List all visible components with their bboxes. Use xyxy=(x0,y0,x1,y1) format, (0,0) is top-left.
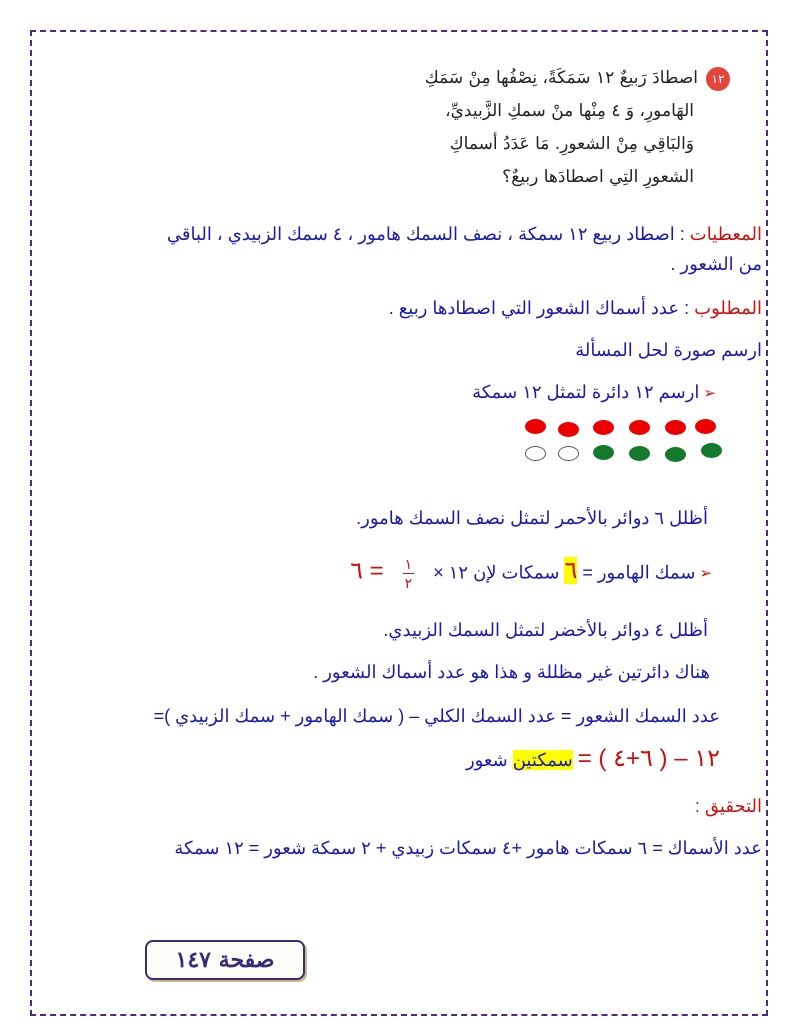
hamour-answer-highlight: ٦ xyxy=(564,557,578,585)
circle-red xyxy=(593,420,614,435)
given-text: : اصطاد ربيع ١٢ سمكة ، نصف السمك هامور ، ٤ سمك الزبيدي ، الباقي xyxy=(166,224,685,244)
circle-green xyxy=(593,445,614,460)
circle-red xyxy=(558,422,579,437)
equation-line: عدد السمك الشعور = عدد السمك الكلي – ( سمك الهامور + سمك الزبيدي )= xyxy=(153,706,720,726)
shade-green-line: أظلل ٤ دوائر بالأخضر لتمثل السمك الزبيدي. xyxy=(383,620,708,640)
draw-heading: ارسم صورة لحل المسألة xyxy=(575,340,762,360)
given-label: المعطيات xyxy=(689,224,762,244)
page-number: ١٤٧ xyxy=(175,947,211,973)
hamour-equation: ➢سمك الهامور = ٦ سمكات لإن ١٢ × ١ ٢ = ٦ xyxy=(350,556,712,591)
question-number-badge: ١٢ xyxy=(706,67,730,91)
shade-red-line: أظلل ٦ دوائر بالأحمر لتمثل نصف السمك هامور. xyxy=(356,508,708,528)
required-label: المطلوب xyxy=(694,298,762,318)
circle-red xyxy=(525,419,546,434)
result-highlight: سمكتين xyxy=(512,750,573,770)
circle-empty xyxy=(558,446,579,461)
circle-green xyxy=(629,446,650,461)
circle-red xyxy=(665,420,686,435)
problem-line-3: وَالبَاقِي مِنْ الشعورِ. مَا عَدَدُ أسماكِ xyxy=(449,134,694,154)
circle-red xyxy=(695,419,716,434)
required-line xyxy=(42,298,762,319)
page-number-box xyxy=(145,940,305,980)
circle-red xyxy=(629,420,650,435)
problem-line-2: الهَامورِ، وَ ٤ مِنْها منْ سمكِ الزَّبيديِّ، xyxy=(445,101,694,121)
problem-line-1: ١٢اصطادَ رَبيعٌ ١٢ سَمَكَةً، نِصْفُها مِنْ سَمَكِ xyxy=(210,62,730,95)
verify-text: عدد الأسماك = ٦ سمكات هامور +٤ سمكات زبيدي + ٢ سمكة شعور = ١٢ سمكة xyxy=(174,838,762,858)
arrow-bullet-icon: ➢ xyxy=(699,565,712,583)
step-draw-circles: ➢ارسم ١٢ دائرة لتمثل ١٢ سمكة xyxy=(472,382,716,402)
fraction-half: ١ ٢ xyxy=(404,556,413,591)
result-math: ١٢ – ( ٦+٤ ) = xyxy=(577,745,720,772)
hamour-result: = ٦ xyxy=(350,557,384,585)
fish-circles xyxy=(525,418,725,468)
verify-label: التحقيق : xyxy=(694,796,762,816)
given-line xyxy=(42,224,762,245)
problem-statement xyxy=(210,62,730,194)
circle-green xyxy=(701,443,722,458)
circle-empty xyxy=(525,446,546,461)
result-suffix: شعور xyxy=(465,750,508,770)
result-line xyxy=(0,744,720,773)
given-line-2: من الشعور . xyxy=(670,254,762,274)
problem-line-4: الشعورِ التِي اصطادَها ربيعٌ؟ xyxy=(502,167,694,187)
two-circles-line: هناك دائرتين غير مظللة و هذا هو عدد أسماك الشعور . xyxy=(313,662,710,682)
page-label: صفحة xyxy=(218,947,275,973)
required-text: : عدد أسماك الشعور التي اصطادها ربيع . xyxy=(388,298,690,318)
arrow-bullet-icon: ➢ xyxy=(703,385,716,402)
circle-green xyxy=(665,447,686,462)
